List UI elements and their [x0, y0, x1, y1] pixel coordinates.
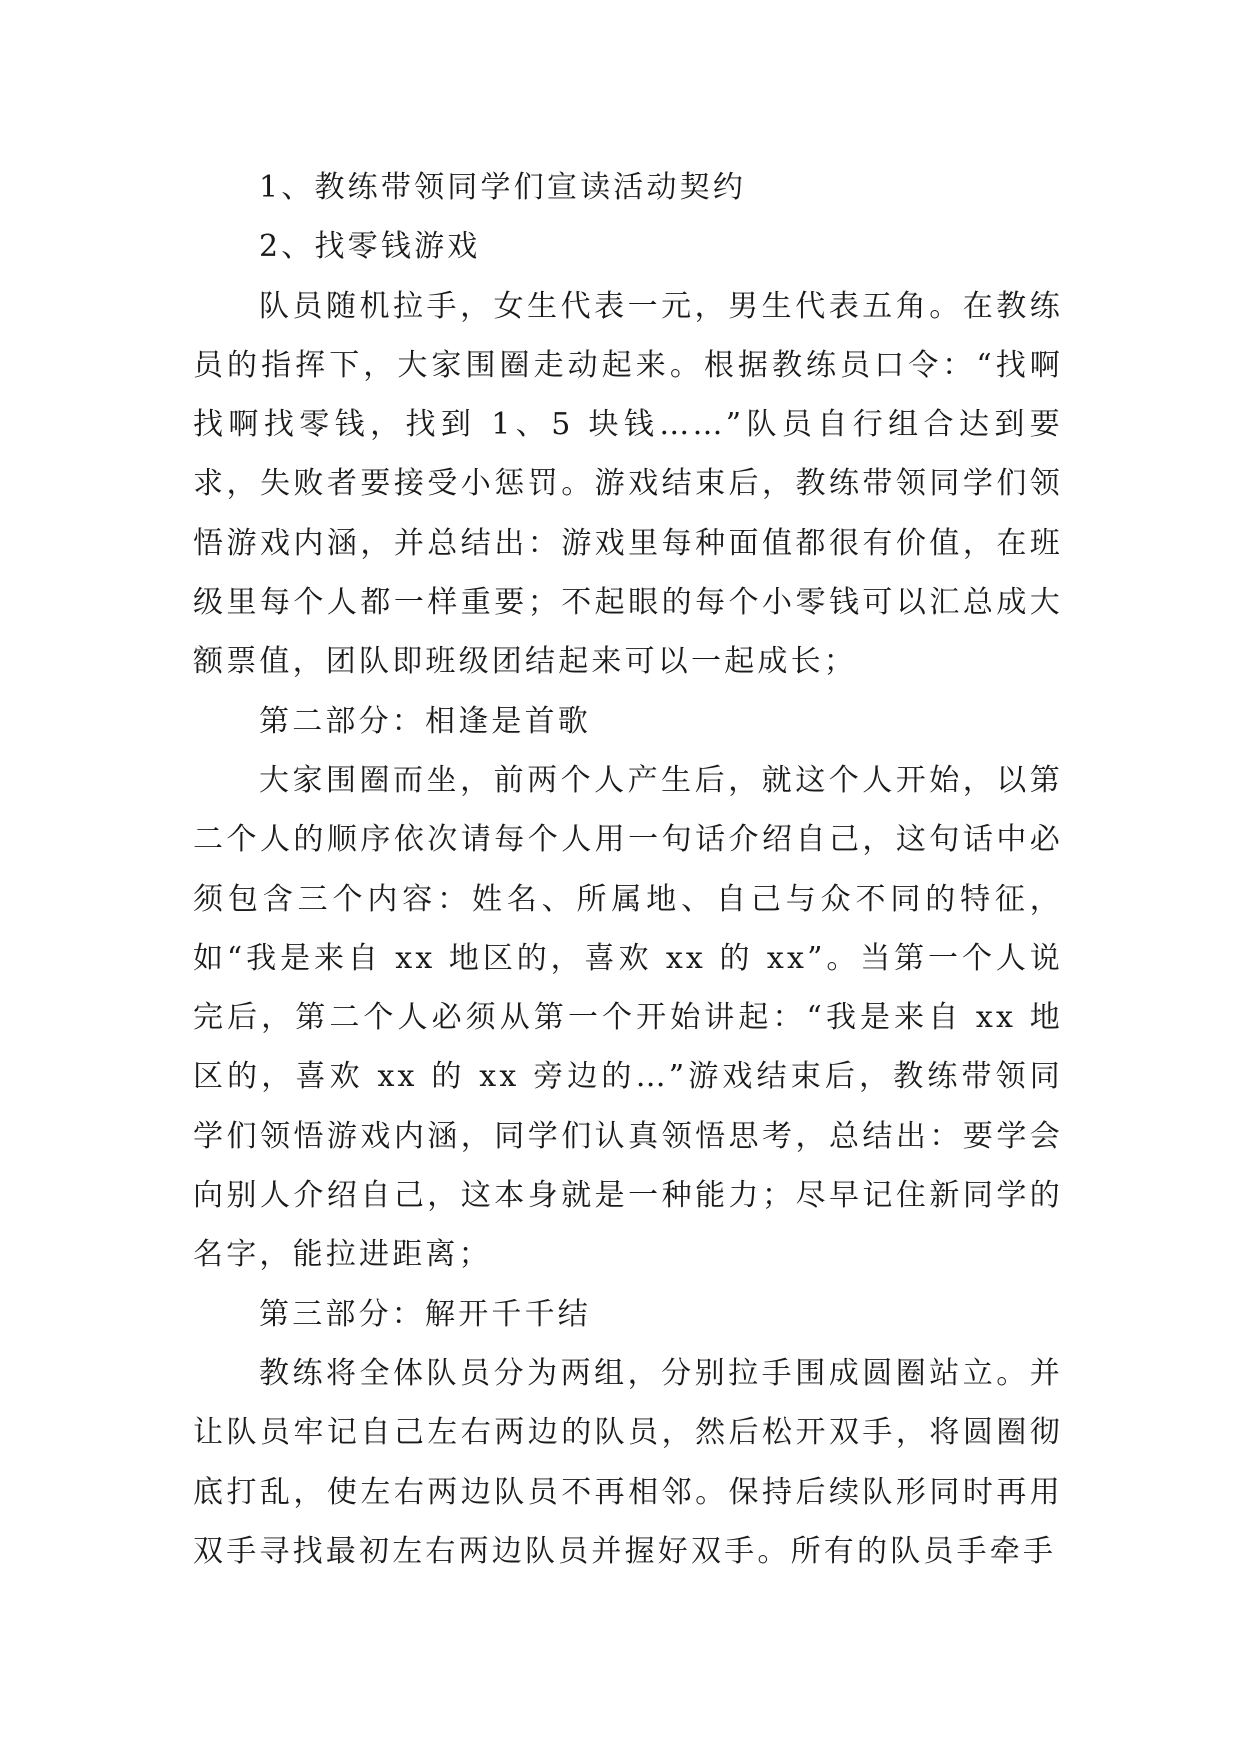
list-item-contract: 1、教练带领同学们宣读活动契约: [259, 170, 747, 205]
section-heading-part-three: 第三部分：解开千千结: [259, 1296, 591, 1332]
paragraph-part-three-description: 教练将全体队员分为两组，分别拉手围成圆圈站立。并让队员牢记自己左右两边的队员，然后松开双手，将圆圈彻底打乱，使左右两边队员不再相邻。保持后续队形同时再用双手寻找最初左右两边队员并握好双手。所有的队员手牵手: [193, 1355, 1063, 1569]
document-body: [193, 158, 1063, 1581]
paragraph-part-two-description: 大家围圈而坐，前两个人产生后，就这个人开始，以第二个人的顺序依次请每个人用一句话介绍自己，这句话中必须包含三个内容：姓名、所属地、自己与众不同的特征，如“我是来自 xx 地区的，喜欢 xx 的 xx”。当第一个人说完后，第二个人必须从第一个开始讲起：“我是来自 xx 地区的，喜欢 xx 的 xx 旁边的…”游戏结束后，教练带领同学们领悟游戏内涵，同学们认真领悟思考，总结出：要学会向别人介绍自己，这本身就是一种能力；尽早记住新同学的名字，能拉进距离；: [193, 762, 1063, 1273]
list-item-change-game: 2、找零钱游戏: [259, 229, 481, 265]
paragraph-change-game-description: 队员随机拉手，女生代表一元，男生代表五角。在教练员的指挥下，大家围圈走动起来。根据教练员口令：“找啊找啊找零钱，找到 1、5 块钱……”队员自行组合达到要求，失败者要接受小惩罚。游戏结束后，教练带领同学们领悟游戏内涵，并总结出：游戏里每种面值都很有价值，在班级里每个人都一样重要；不起眼的每个小零钱可以汇总成大额票值，团队即班级团结起来可以一起成长；: [193, 288, 1063, 680]
section-heading-part-two: 第二部分：相逢是首歌: [259, 703, 591, 739]
